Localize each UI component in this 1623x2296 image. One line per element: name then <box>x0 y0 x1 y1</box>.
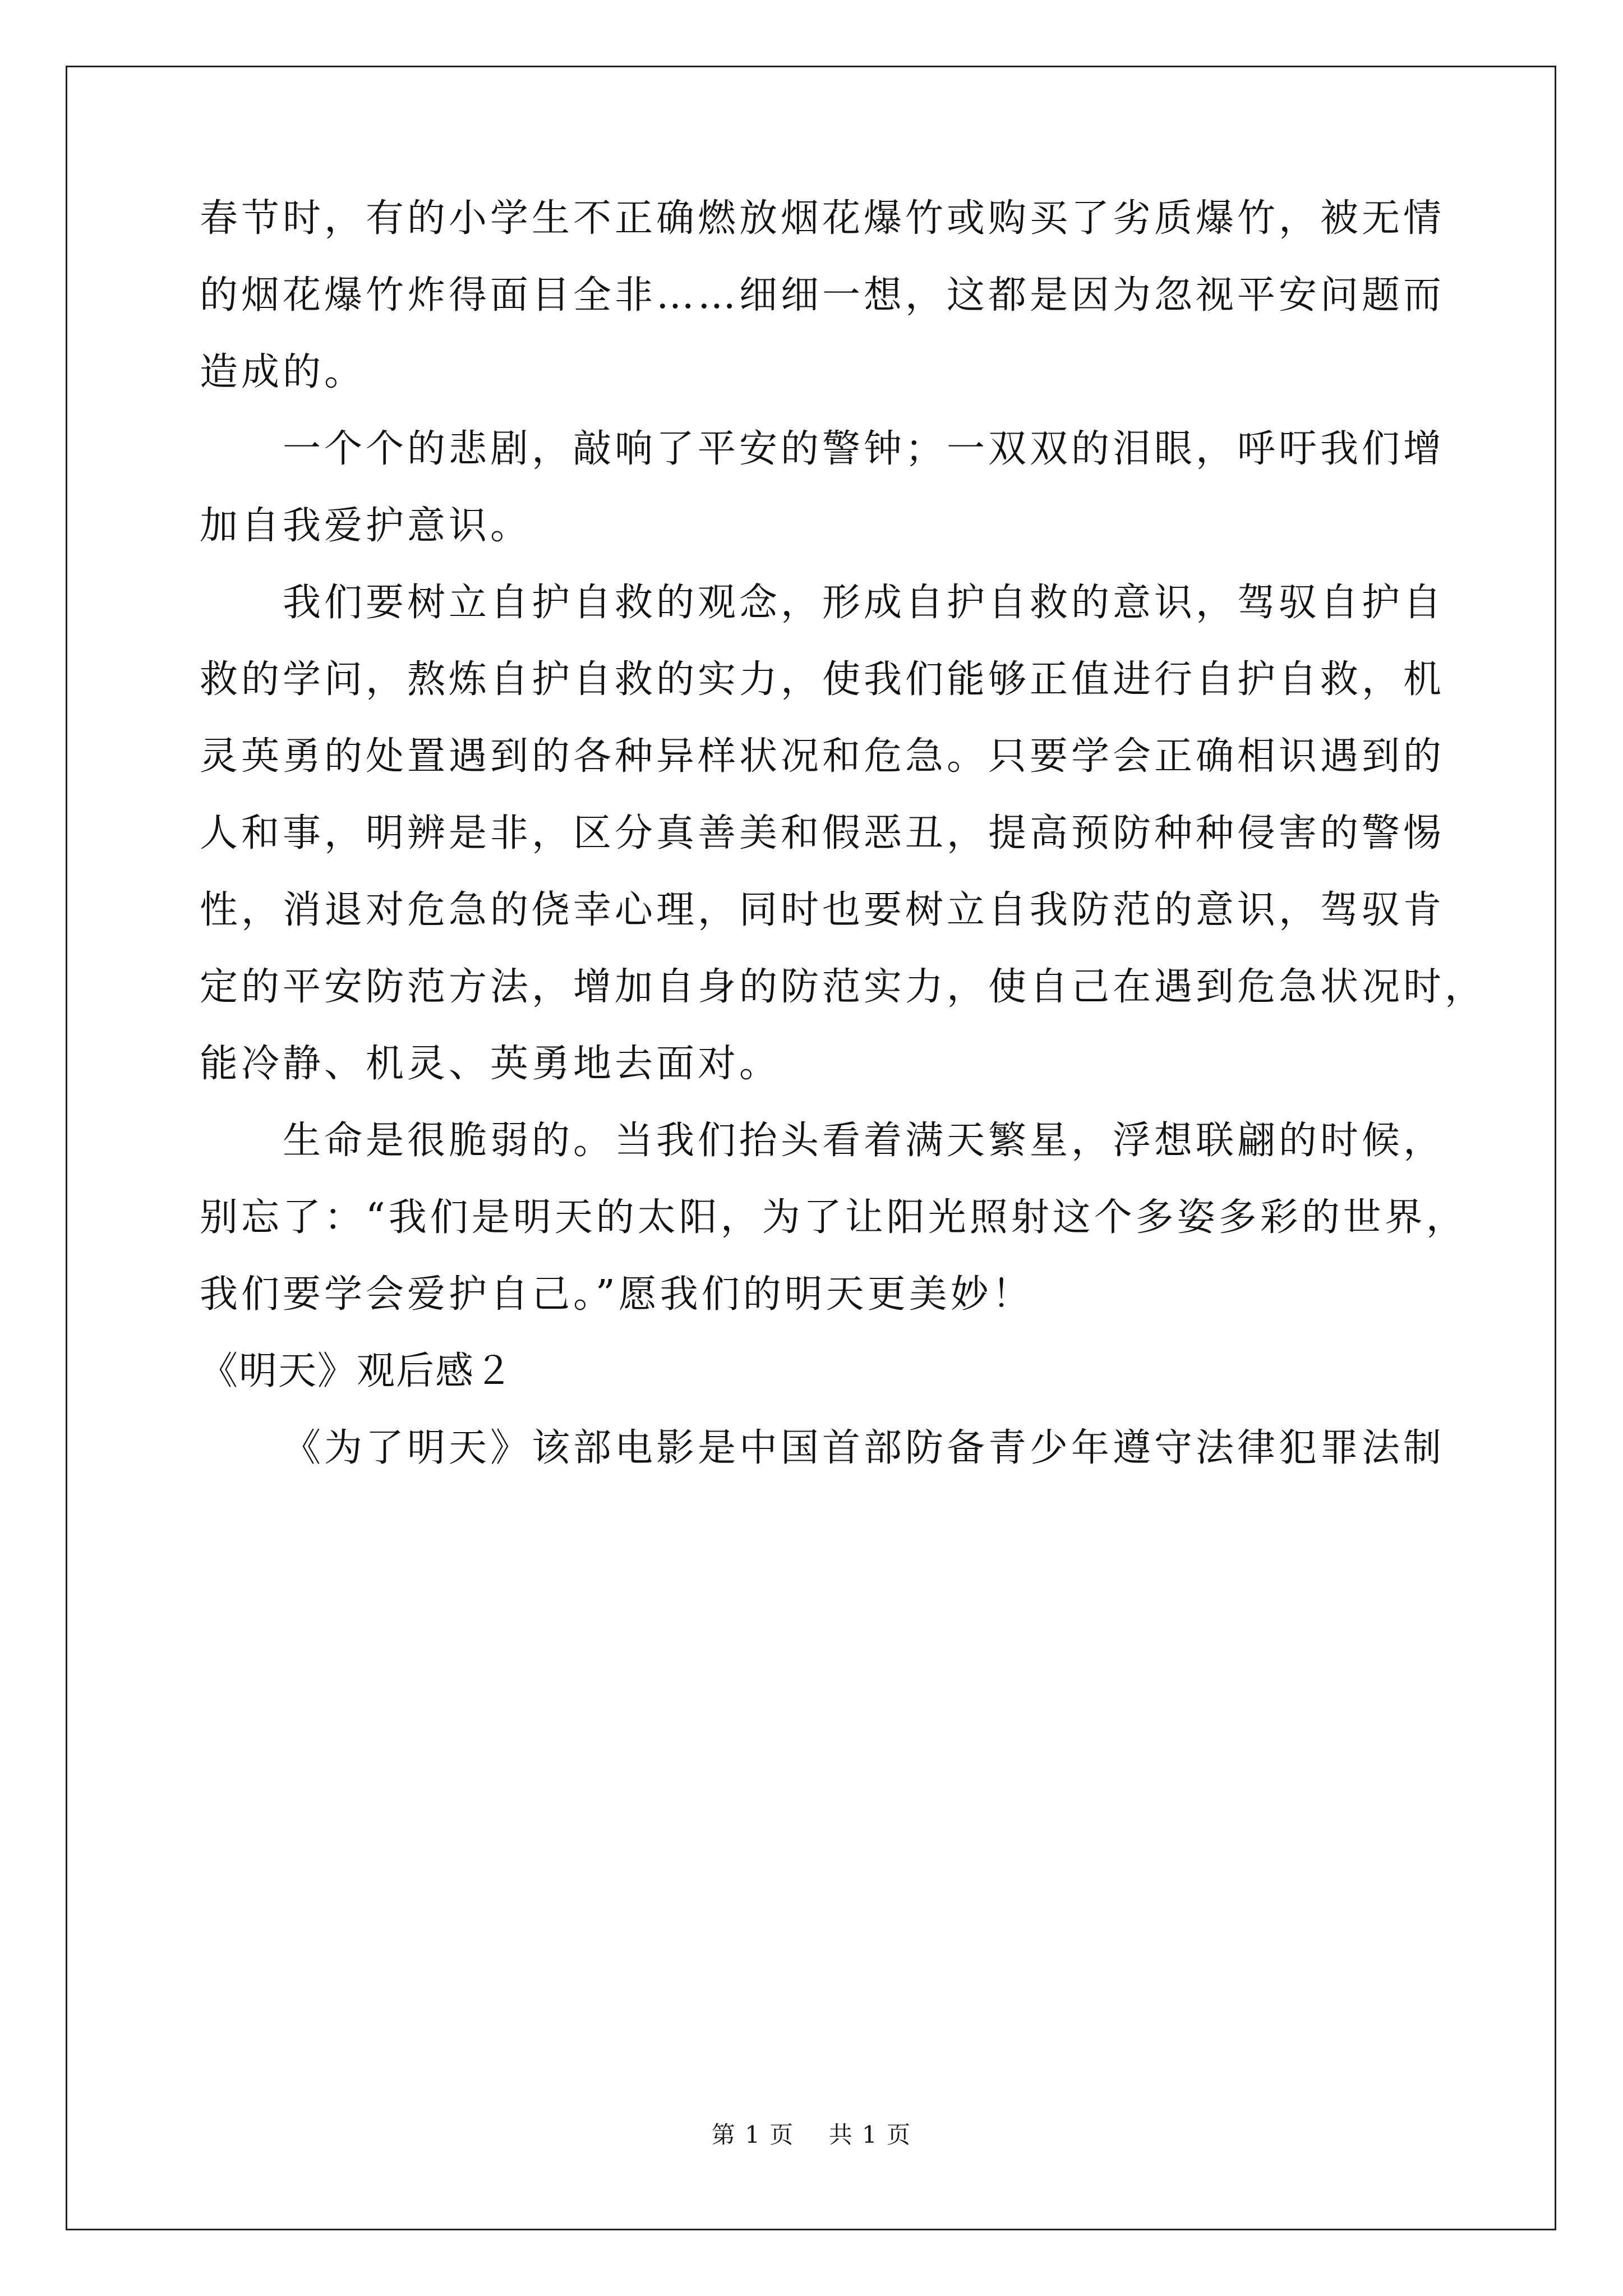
document-body <box>200 196 1487 1506</box>
text-line: 定的平安防范方法，增加自身的防范实力，使自己在遇到危急状况时， <box>200 965 1487 1009</box>
section-heading: 《明天》观后感２ <box>200 1349 514 1393</box>
text-line: 加自我爱护意识。 <box>200 504 532 548</box>
text-line: 春节时，有的小学生不正确燃放烟花爆竹或购买了劣质爆竹，被无情 <box>200 196 1445 241</box>
text-line: 性，消退对危急的侥幸心理，同时也要树立自我防范的意识，驾驭肯 <box>200 888 1445 932</box>
paragraph-start-line: 《为了明天》该部电影是中国首部防备青少年遵守法律犯罪法制 <box>283 1426 1445 1470</box>
paragraph-start-line: 我们要树立自护自救的观念，形成自护自救的意识，驾驭自护自 <box>283 581 1445 625</box>
text-line: 我们要学会爱护自己。”愿我们的明天更美妙！ <box>200 1272 1034 1317</box>
text-line: 造成的。 <box>200 350 366 394</box>
text-line: 别忘了：“我们是明天的太阳，为了让阳光照射这个多姿多彩的世界， <box>200 1195 1468 1240</box>
text-line: 救的学问，熬炼自护自救的实力，使我们能够正值进行自护自救，机 <box>200 657 1445 702</box>
text-line: 能冷静、机灵、英勇地去面对。 <box>200 1042 781 1086</box>
text-line: 灵英勇的处置遇到的各种异样状况和危急。只要学会正确相识遇到的 <box>200 734 1445 779</box>
paragraph-start-line: 生命是很脆弱的。当我们抬头看着满天繁星，浮想联翩的时候， <box>283 1119 1445 1163</box>
page-number-footer: 第 1 页 共 1 页 <box>711 2121 912 2148</box>
paragraph-start-line: 一个个的悲剧，敲响了平安的警钟；一双双的泪眼，呼吁我们增 <box>283 427 1445 471</box>
text-line: 的烟花爆竹炸得面目全非……细细一想，这都是因为忽视平安问题而 <box>200 273 1445 318</box>
text-line: 人和事，明辨是非，区分真善美和假恶丑，提高预防种种侵害的警惕 <box>200 811 1445 855</box>
